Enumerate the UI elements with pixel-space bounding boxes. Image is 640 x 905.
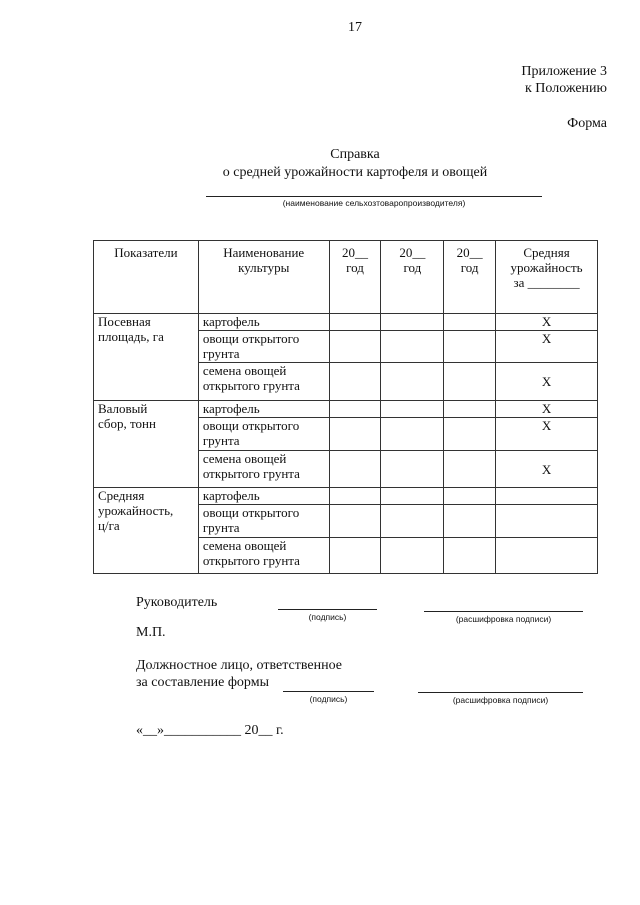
page-number: 17 xyxy=(348,20,362,35)
value-cell[interactable] xyxy=(329,488,381,505)
crop-cell: овощи открытого грунта xyxy=(198,418,329,451)
table-row xyxy=(94,401,598,418)
official-decode-caption: (расшифровка подписи) xyxy=(452,695,549,705)
average-cell: X xyxy=(496,451,598,488)
value-cell[interactable] xyxy=(381,331,444,363)
crop-cell: овощи открытого грунта xyxy=(198,505,329,538)
crop-cell: семена овощей открытого грунта xyxy=(198,538,329,574)
group-label-sown-area: Посевная площадь, га xyxy=(94,314,199,401)
value-cell[interactable] xyxy=(329,418,381,451)
document-title xyxy=(0,146,640,182)
crop-cell: семена овощей открытого грунта xyxy=(198,363,329,401)
title-line-2: о средней урожайности картофеля и овощей xyxy=(222,165,488,180)
head-decode-caption: (расшифровка подписи) xyxy=(455,614,552,624)
value-cell[interactable] xyxy=(381,401,444,418)
official-signature-caption: (подпись) xyxy=(309,694,348,704)
value-cell[interactable] xyxy=(329,538,381,574)
average-cell: X xyxy=(496,363,598,401)
header-average-yield: Средняя урожайность за ________ xyxy=(496,241,598,314)
official-label-2: за составление формы xyxy=(136,675,269,690)
value-cell[interactable] xyxy=(444,418,496,451)
appendix-line-2: к Положению xyxy=(524,81,607,96)
crop-cell: семена овощей открытого грунта xyxy=(198,451,329,488)
header-year-3: 20__ год xyxy=(444,241,496,314)
head-signature-line[interactable] xyxy=(278,609,377,610)
crop-cell: картофель xyxy=(198,401,329,418)
value-cell[interactable] xyxy=(444,363,496,401)
form-label: Форма xyxy=(567,116,607,131)
value-cell[interactable] xyxy=(329,401,381,418)
head-label: Руководитель xyxy=(136,595,218,610)
header-crop-name: Наименование культуры xyxy=(198,241,329,314)
value-cell[interactable] xyxy=(329,363,381,401)
value-cell[interactable] xyxy=(444,505,496,538)
value-cell[interactable] xyxy=(381,363,444,401)
value-cell[interactable] xyxy=(329,314,381,331)
title-line-1: Справка xyxy=(330,147,380,162)
yield-table xyxy=(93,240,598,574)
value-cell[interactable] xyxy=(381,488,444,505)
value-cell[interactable] xyxy=(381,505,444,538)
official-signature-line[interactable] xyxy=(283,691,374,692)
value-cell[interactable] xyxy=(329,331,381,363)
value-cell[interactable] xyxy=(381,418,444,451)
average-cell: X xyxy=(496,331,598,363)
value-cell[interactable] xyxy=(444,488,496,505)
date-field[interactable]: «__»___________ 20__ г. xyxy=(136,723,284,738)
average-value-cell[interactable] xyxy=(496,505,598,538)
value-cell[interactable] xyxy=(444,331,496,363)
value-cell[interactable] xyxy=(444,401,496,418)
official-label-1: Должностное лицо, ответственное xyxy=(136,658,342,673)
group-label-average-yield: Средняя урожайность, ц/га xyxy=(94,488,199,574)
crop-cell: картофель xyxy=(198,488,329,505)
value-cell[interactable] xyxy=(381,314,444,331)
value-cell[interactable] xyxy=(329,451,381,488)
group-label-gross-harvest: Валовый сбор, тонн xyxy=(94,401,199,488)
average-value-cell[interactable] xyxy=(496,538,598,574)
crop-cell: картофель xyxy=(198,314,329,331)
value-cell[interactable] xyxy=(444,314,496,331)
table-row xyxy=(94,488,598,505)
header-year-2: 20__ год xyxy=(381,241,444,314)
value-cell[interactable] xyxy=(381,538,444,574)
head-signature-caption: (подпись) xyxy=(308,612,347,622)
appendix-line-1: Приложение 3 xyxy=(521,64,607,79)
average-value-cell[interactable] xyxy=(496,488,598,505)
head-decode-line[interactable] xyxy=(424,611,583,612)
value-cell[interactable] xyxy=(444,538,496,574)
header-year-1: 20__ год xyxy=(329,241,381,314)
value-cell[interactable] xyxy=(444,451,496,488)
value-cell[interactable] xyxy=(381,451,444,488)
table-header-row xyxy=(94,241,598,314)
value-cell[interactable] xyxy=(329,505,381,538)
average-cell: X xyxy=(496,418,598,451)
header-indicators: Показатели xyxy=(94,241,199,314)
organization-name-caption: (наименование сельхозтоваропроизводителя) xyxy=(282,198,466,208)
organization-name-line[interactable] xyxy=(206,196,542,197)
average-cell: X xyxy=(496,314,598,331)
average-cell: X xyxy=(496,401,598,418)
official-decode-line[interactable] xyxy=(418,692,583,693)
crop-cell: овощи открытого грунта xyxy=(198,331,329,363)
stamp-label: М.П. xyxy=(136,625,166,640)
appendix-note xyxy=(521,63,607,97)
table-row xyxy=(94,314,598,331)
